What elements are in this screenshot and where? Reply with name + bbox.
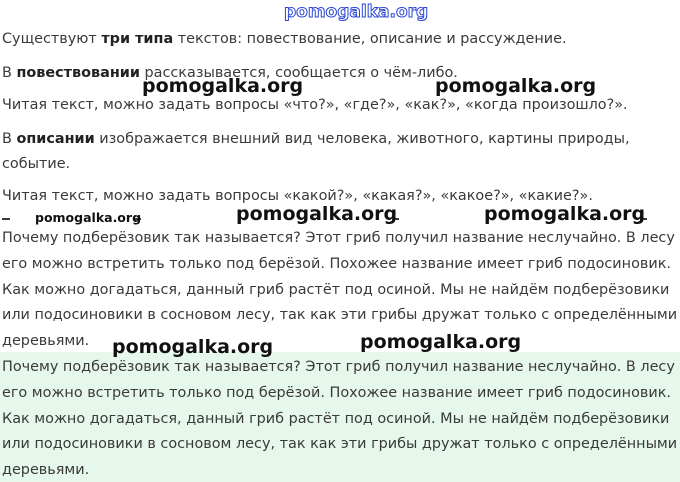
intro-suffix: текстов: повествование, описание и рассуждение. xyxy=(173,31,567,47)
separator-dash xyxy=(2,218,10,220)
passage2-line-2: его можно встретить только под берёзой. Похожее название имеет гриб подосиновик. xyxy=(2,385,671,401)
passage2-line-5: деревьями. xyxy=(2,462,90,478)
narration-prefix: В xyxy=(2,65,17,81)
watermark: pomogalka.org xyxy=(236,203,398,225)
watermark: pomogalka.org xyxy=(112,336,274,358)
description-questions: Читая текст, можно задать вопросы «какой?», «какая?», «какое?», «какие?». xyxy=(2,188,593,204)
passage2-line-3: Как можно догадаться, данный гриб растёт под осиной. Мы не найдём подберёзовики xyxy=(2,411,670,427)
intro-line xyxy=(2,29,567,49)
intro-prefix: Существуют xyxy=(2,31,102,47)
passage1-line-1: Почему подберёзовик так называется? Этот гриб получил название неслучайно. В лесу xyxy=(2,230,675,246)
passage1-line-5: деревьями. xyxy=(2,333,90,349)
site-watermark-top: pomogalka.org xyxy=(284,2,429,22)
watermark: pomogalka.org xyxy=(142,75,304,97)
watermark: pomogalka.org xyxy=(435,75,597,97)
passage2-line-1: Почему подберёзовик так называется? Этот гриб получил название неслучайно. В лесу xyxy=(2,359,675,375)
intro-bold: три типа xyxy=(101,31,174,47)
narration-bold: повествовании xyxy=(16,65,140,81)
description-line-2: событие. xyxy=(2,156,71,172)
passage2-line-4: или подосиновики в сосновом лесу, так как эти грибы дружат только с определёнными xyxy=(2,436,678,452)
passage1-line-3: Как можно догадаться, данный гриб растёт под осиной. Мы не найдём подберёзовики xyxy=(2,282,670,298)
watermark-small: pomogalka.org xyxy=(35,210,142,225)
description-suffix: изображается внешний вид человека, животного, картины природы, xyxy=(94,131,630,147)
description-prefix: В xyxy=(2,131,17,147)
narration-questions: Читая текст, можно задать вопросы «что?», «где?», «как?», «когда произошло?». xyxy=(2,97,628,113)
description-line-1 xyxy=(2,129,630,149)
watermark: pomogalka.org xyxy=(484,203,646,225)
narration-suffix: рассказывается, сообщается о чём-либо. xyxy=(139,65,458,81)
watermark: pomogalka.org xyxy=(360,331,522,353)
passage1-line-2: его можно встретить только под берёзой. Похожее название имеет гриб подосиновик. xyxy=(2,256,671,272)
passage1-line-4: или подосиновики в сосновом лесу, так как эти грибы дружат только с определёнными xyxy=(2,307,678,323)
description-bold: описании xyxy=(16,131,95,147)
